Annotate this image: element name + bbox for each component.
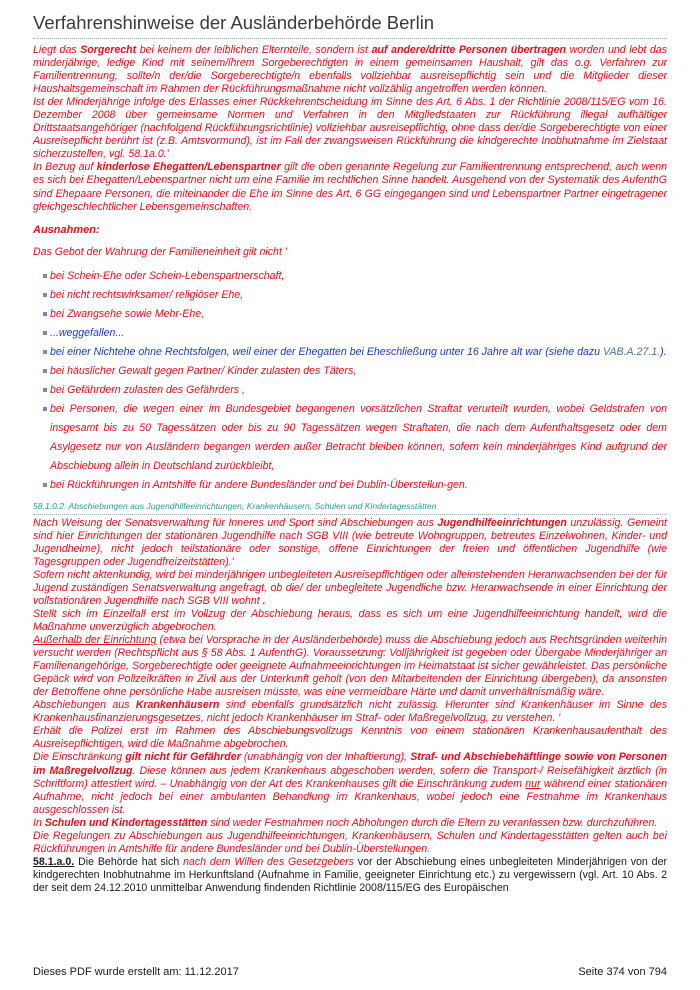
paragraph-spouses: In Bezug auf kinderlose Ehegatten/Lebenspartner gilt die oben genannte Regelung zur Familientrennung entsprechend, auch wenn es sich bei Ehegatten/Lebenspartner nicht um eine Familie im rechtlichen Sinne handelt. Ausgehend von der Systematik des AufenthG sind Ehepaare Personen, die miteinander die Ehe im Sinne des Art. 6 GG eingegangen sind und Lebenspartner Partner eingetragener gleichgeschlechtlicher Lebensgemeinschaften. — [33, 161, 667, 213]
list-item: bei einer Nichtehe ohne Rechtsfolgen, weil einer der Ehegatten bei Eheschließung unter 16 Jahre alt war (siehe dazu VAB.A.27.1.). — [44, 343, 667, 362]
paragraph-youth-facilities: Nach Weisung der Senatsverwaltung für Inneres und Sport sind Abschiebungen aus Jugendhilfeeinrichtungen unzulässig. Gemeint sind hier Einrichtungen der stationären Jugendhilfe nach SGB VIII (wie betreute Wohngruppen, betreutes Einzelwohnen, Kinder- und Jugendheime), nicht jedoch teilstationäre oder sonstige, offene Einrichtungen der freien und öffentlichen Jugendhilfe (wie Tagesgruppen oder Jugendfreizeitstätten).' — [33, 516, 667, 568]
bullet-icon — [43, 483, 47, 487]
paragraph-restriction: Die Einschränkung gilt nicht für Gefährder (unabhängig von der Inhaftierung), Straf- und Abschiebehäftlinge sowie von Personen im Maßregelvollzug. Diese können aus jedem Krankenhaus abgeschoben werden, sofern die Transport-/ Reisefähigkeit ärztlich (in Schriftform) attestiert wird. – Unabhängig von der Art des Krankenhauses gilt die Einschränkung zudem nur während einer stationären Aufnahme, nicht jedoch bei einer ambulanten Behandlung im Krankenhaus, wobei jedoch eine Festnahme im Krankenhaus ausgeschlossen ist. — [33, 751, 667, 816]
exceptions-list — [33, 267, 667, 495]
paragraph-schools: In Schulen und Kindertagesstätten sind weder Festnahmen noch Abholungen durch die Eltern zu veranlassen bzw. durchzuführen. — [33, 816, 658, 829]
paragraph-inquiry: Sofern nicht aktenkundig, wird bei minderjährigen unbegleiteten Ausreisepflichtigen oder alleinstehenden Heranwachsenden bei der für Jugend zuständigen Senatsverwaltung angefragt, ob die/ der unbegleitete Jugendliche bzw. Heranwachsende in einer Einrichtung der vollstationären Jugendhilfe nach SGB VIII wohnt . — [33, 568, 667, 607]
bullet-icon — [43, 274, 47, 278]
footer-created-date: Dieses PDF wurde erstellt am: 11.12.2017 — [33, 966, 239, 978]
paragraph-hospitals: Abschiebungen aus Krankenhäusern sind ebenfalls grundsätzlich nicht zulässig. Hierunter sind Krankenhäuser im Sinne des Krankenhausfinanzierungsgesetzes, nicht jedoch Krankenhäuser im Straf- oder Maßregelvollzug, zu verstehen. ' — [33, 699, 667, 725]
list-item: bei häuslicher Gewalt gegen Partner/ Kinder zulasten des Täters, — [44, 362, 667, 381]
section-subheading: 58.1.0.2. Abschiebungen aus Jugendhilfeeinrichtungen, Krankenhäusern, Schulen und Kindertagesstätten — [33, 501, 667, 515]
document-page — [33, 0, 667, 895]
paragraph-58-1a0: 58.1.a.0. Die Behörde hat sich nach dem Willen des Gesetzgebers vor der Abschiebung eines unbegleiteten Minderjährigen von der kindgerechten Inobhutnahme im Herkunftsland (Aufnahme in Familie, geeigneter Einrichtung etc.) zu vergewissern (vgl. Art. 10 Abs. 2 der seit dem 24.12.2010 unmittelbar Anwendung findenden Richtlinie 2008/115/EG des Europäischen — [33, 855, 667, 894]
paragraph-hospital-stay: Erhält die Polizei erst im Rahmen des Abschiebungsvollzugs Kenntnis von einem stationären Krankenhausaufenthalt des Ausreisepflichtigen, wird die Maßnahme abgebrochen. — [33, 725, 667, 751]
page-title: Verfahrenshinweise der Ausländerbehörde Berlin — [33, 12, 667, 39]
list-item: bei Personen, die wegen einer im Bundesgebiet begangenen vorsätzlichen Straftat verurteilt wurden, wobei Geldstrafen von insgesamt bis zu 50 Tagessätzen oder bis zu 90 Tagessätzen wegen Straftaten, die nach dem Aufenthaltsgesetz oder dem Asylgesetz nur von Ausländern begangen werden außer Betracht bleiben können, sofern kein minderjähriges Kind aufgrund der Abschiebung allein in Deutschland zurückbleibt, — [44, 400, 667, 476]
bullet-icon — [43, 369, 47, 373]
bullet-icon — [43, 312, 47, 316]
list-item: bei Gefährdern zulasten des Gefährders , — [44, 381, 667, 400]
paragraph-custody: Liegt das Sorgerecht bei keinem der leiblichen Elternteile, sondern ist auf andere/dritte Personen übertragen worden und lebt das minderjährige, ledige Kind mit seinem/ihrem Sorgeberechtigten in einem gemeinsamen Haushalt, gilt das o.g. Verfahren zur Familientrennung, sollte/n der/die Sorgeberechtigte/n ebenfalls vollziehbar ausreisepflichtig sein und die Mitglieder dieser Haushaltsgemeinschaft im Rahmen der Rückführungsmaßnahme nicht vollzählig angetroffen werden können. — [33, 44, 667, 96]
bullet-icon — [43, 388, 47, 392]
paragraph-return-decision: Ist der Minderjährige infolge des Erlasses einer Rückkehrentscheidung im Sinne des Art. 6 Abs. 1 der Richtlinie 2008/115/EG vom 16. Dezember 2008 über gemeinsame Normen und Verfahren in den Mitgliedstaaten zur Rückführung illegal aufhältiger Drittstaatsangehöriger (nachfolgend Rückführungsrichtlinie) vollziehbar ausreisepflichtig, ohne dass der/die Sorgeberechtigte von einer Ausreisepflicht berührt ist (z.B. Amtsvormund), ist im Fall der zwangsweisen Rückführung die kindgerechte Inobhutnahme im Zielstaat sicherzustellen, vgl. 58.1a.0.' — [33, 96, 667, 161]
list-item: bei Rückführungen in Amtshilfe für andere Bundesländer und bei Dublin-Überstellun-gen. — [44, 476, 667, 495]
bullet-icon — [43, 293, 47, 297]
paragraph-outside-facility: Außerhalb der Einrichtung (etwa bei Vorsprache in der Ausländerbehörde) muss die Abschiebung jedoch aus Rechtsgründen weiterhin versucht werden (Rechtspflicht aus § 58 Abs. 1 AufenthG). Voraussetzung: Volljährigkeit ist gegeben oder Übergabe Minderjähriger an Familienangehörige, Sorgeberechtigte oder geeignete Aufnahmeeinrichtungen im Heimatstaat ist sicher gewährleistet. Das persönliche Gepäck wird von Polizeikräften in Zivil aus der Unterkunft geholt (von den Mitarbeitenden der Einrichtung übergeben), da ansonsten der Betroffene ohne persönliche Habe ausreisen müsste, was eine vermeidbare Härte und damit unverhältnismäßig wäre. — [33, 634, 667, 699]
text-block-deportation-facilities — [33, 517, 667, 895]
text-block-family-separation — [33, 44, 667, 214]
vab-reference-link[interactable]: VAB.A.27.1. — [602, 345, 661, 358]
bullet-icon — [43, 331, 47, 335]
paragraph-abort: Stellt sich im Einzelfall erst im Vollzug der Abschiebung heraus, dass es sich um eine Jugendhilfeeinrichtung handelt, wird die Maßnahme unverzüglich abgebrochen. — [33, 607, 667, 633]
paragraph-regulations: Die Regelungen zu Abschiebungen aus Jugendhilfeeinrichtungen, Krankenhäusern, Schulen und Kindertagesstätten gelten auch bei Rückführungen in Amtshilfe für andere Bundesländer und bei Dublin-Überstellungen. — [33, 829, 667, 855]
list-item: bei Schein-Ehe oder Schein-Lebenspartnerschaft, — [44, 267, 667, 286]
footer-page-number: Seite 374 von 794 — [578, 966, 667, 978]
list-item: bei nicht rechtswirksamer/ religiöser Ehe, — [44, 286, 667, 305]
list-item: ...weggefallen... — [44, 324, 667, 343]
exceptions-heading: Ausnahmen: — [33, 223, 100, 236]
bullet-icon — [43, 407, 47, 411]
bullet-icon — [43, 350, 47, 354]
exceptions-intro: Das Gebot der Wahrung der Familieneinheit gilt nicht ' — [33, 245, 287, 258]
list-item: bei Zwangsehe sowie Mehr-Ehe, — [44, 305, 667, 324]
